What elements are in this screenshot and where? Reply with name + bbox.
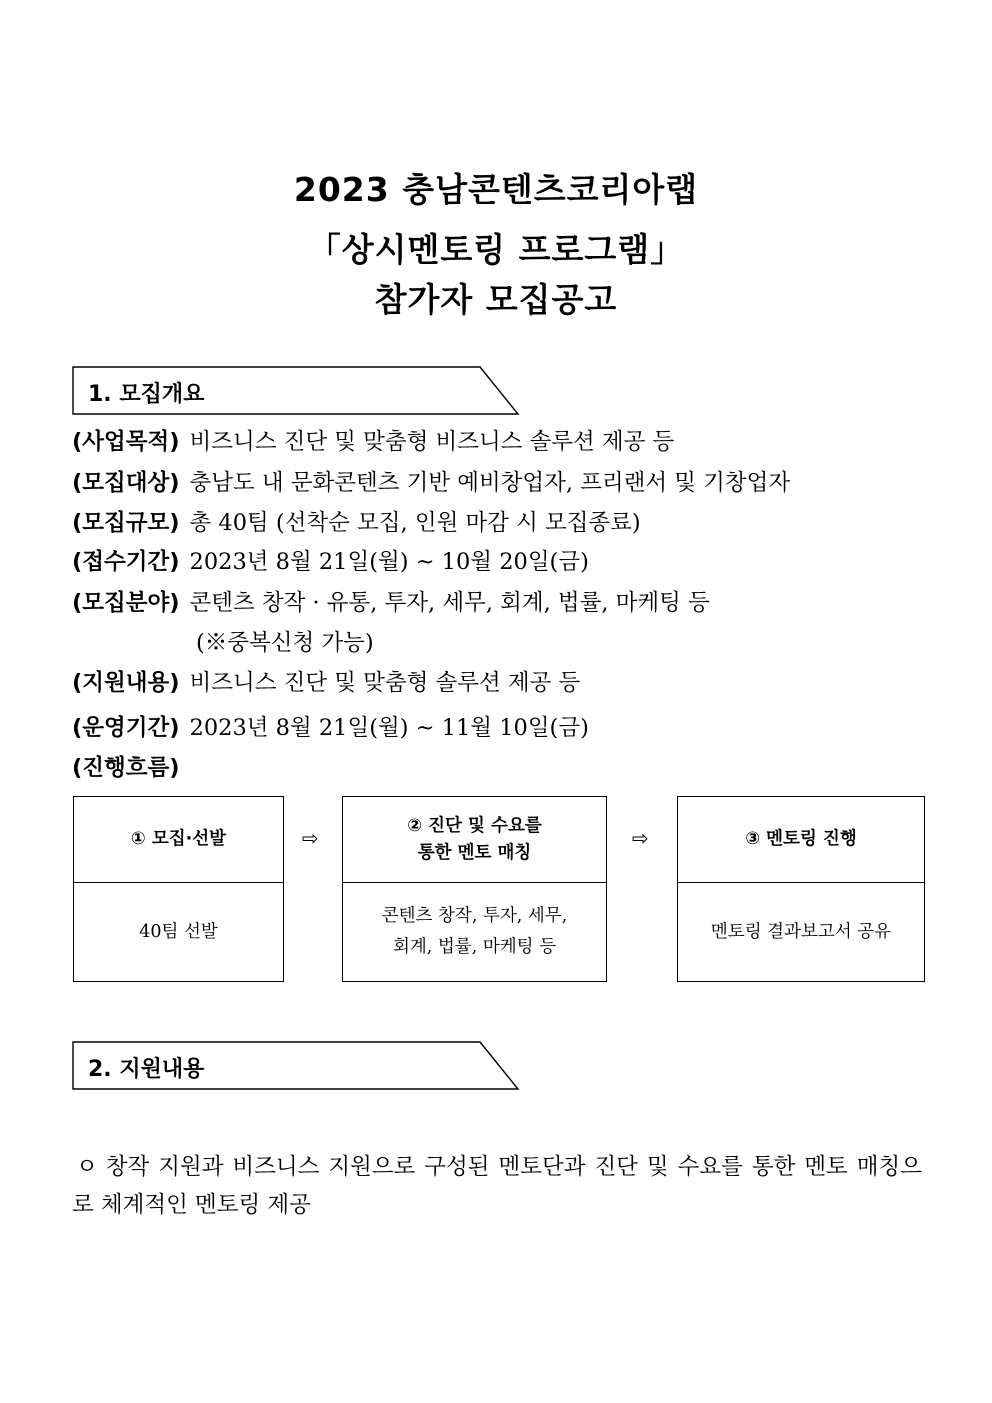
row-value: 2023년 8월 21일(월) ~ 11월 10일(금) [189,715,589,741]
row-label: (지원내용) [72,670,180,696]
flow-step-head-line: 통한 멘토 매칭 [417,842,532,863]
flow-step-body-line: 40팀 선발 [139,921,218,942]
row-label: (모집대상) [72,470,180,496]
bullet-icon: ㅇ [76,1154,98,1180]
row-application-period [72,544,589,576]
flow-step-body-line: 멘토링 결과보고서 공유 [710,921,892,942]
flow-step-head [678,797,924,883]
row-support [72,665,580,697]
row-label: (접수기간) [72,549,180,575]
row-target [72,465,790,497]
row-label: (모집규모) [72,510,180,536]
duplicate-note: (※중복신청 가능) [196,630,374,656]
flow-step-body [343,883,606,981]
row-label: (사업목적) [72,429,180,455]
section-2-header [72,1041,518,1089]
row-flow [72,750,190,782]
row-value: 비즈니스 진단 및 맞춤형 비즈니스 솔루션 제공 등 [189,429,675,455]
support-paragraph [72,1148,922,1224]
row-label: (운영기간) [72,715,180,741]
flow-step-3 [677,796,925,982]
flow-step-body [678,883,924,981]
row-value: 충남도 내 문화콘텐츠 기반 예비창업자, 프리랜서 및 기창업자 [189,470,791,496]
row-value: 총 40팀 (선착순 모집, 인원 마감 시 모집종료) [189,510,641,536]
row-value: 콘텐츠 창작 · 유통, 투자, 세무, 회계, 법률, 마케팅 등 [189,590,710,616]
row-fields [72,585,710,617]
row-scale [72,505,641,537]
flow-step-head [343,797,606,883]
page-title-line3: 참가자 모집공고 [374,280,618,319]
flow-step-head [74,797,283,883]
row-operation-period [72,710,589,742]
page-title-line1: 2023 충남콘텐츠코리아랩 [293,170,699,209]
row-value: 비즈니스 진단 및 맞춤형 솔루션 제공 등 [189,670,581,696]
flow-arrow-icon: ⇨ [632,826,649,850]
row-value: 2023년 8월 21일(월) ~ 10월 20일(금) [189,549,589,575]
section-1-header [72,366,518,414]
flow-step-1 [73,796,284,982]
flow-step-body-line: 회계, 법률, 마케팅 등 [392,937,557,957]
flow-step-2 [342,796,607,982]
section-2-title: 2. 지원내용 [88,1057,205,1082]
flow-step-head-line: ③ 멘토링 진행 [745,829,857,849]
flow-step-head-line: ① 모집·선발 [130,829,227,849]
support-text: 창작 지원과 비즈니스 지원으로 구성된 멘토단과 진단 및 수요를 통한 멘토 매칭으로 체계적인 멘토링 제공 [72,1154,922,1218]
row-purpose [72,424,674,456]
page-title-line2: 「상시멘토링 프로그램」 [307,230,685,269]
section-1-title: 1. 모집개요 [88,382,205,407]
flow-step-body-line: 콘텐츠 창작, 투자, 세무, [381,906,568,926]
flow-step-body [74,883,283,981]
row-label: (모집분야) [72,590,180,616]
flow-arrow-icon: ⇨ [302,826,319,850]
flow-step-head-line: ② 진단 및 수요를 [407,815,542,836]
row-label: (진행흐름) [72,755,180,781]
